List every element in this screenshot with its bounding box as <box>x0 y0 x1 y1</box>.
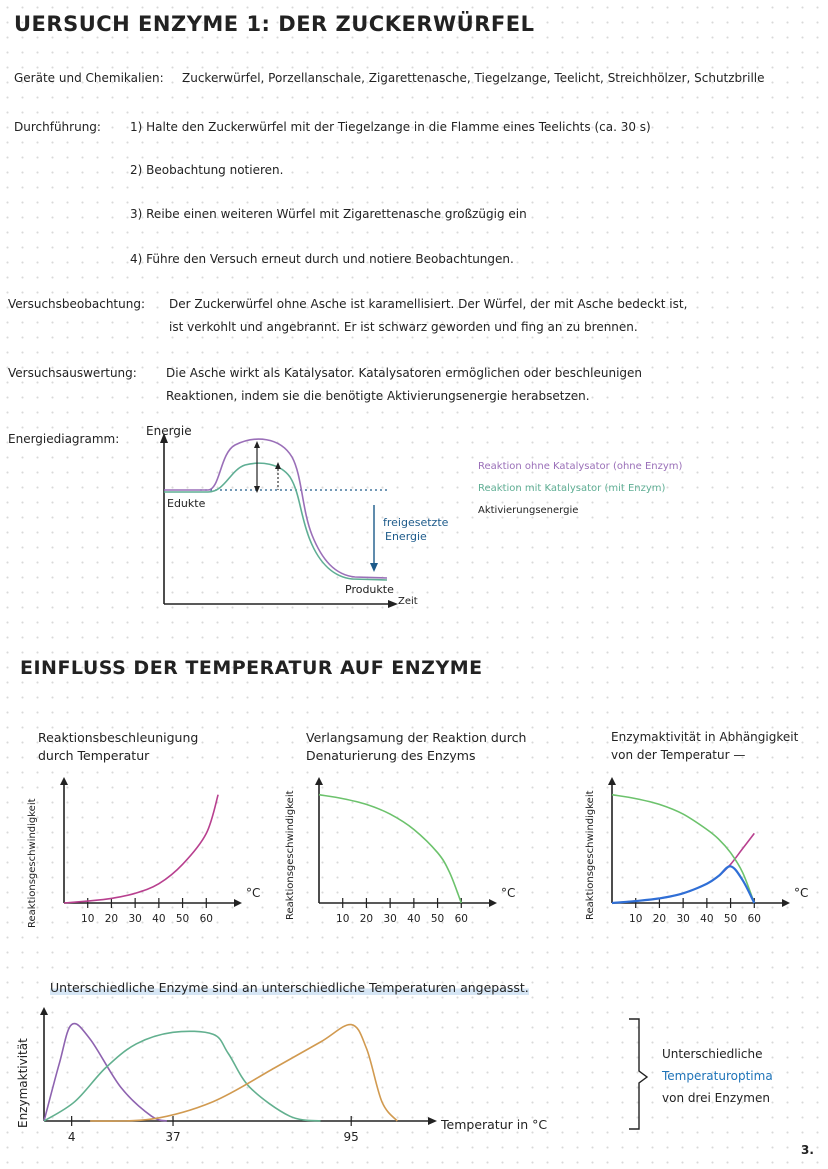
chart2-y-label: Reaktionsgeschwindigkeit <box>285 790 296 920</box>
procedure-step: 1) Halte den Zuckerwürfel mit der Tiegelzange in die Flamme eines Teelichts (ca. 30 s) <box>130 120 651 134</box>
legend-with: Reaktion mit Katalysator (mit Enzym) <box>478 483 666 494</box>
chart3-title: von der Temperatur — <box>611 748 746 762</box>
brace-note: Temperaturoptima <box>662 1069 773 1083</box>
chart3-tick-label: 10 <box>629 913 643 925</box>
materials-text: Zuckerwürfel, Porzellanschale, Zigarettenasche, Tiegelzange, Teelicht, Streichhölzer, Schutzbrille <box>182 71 765 85</box>
chart3-tick-label: 50 <box>723 913 738 925</box>
legend-without: Reaktion ohne Katalysator (ohne Enzym) <box>478 461 683 472</box>
chart1-tick-label: 60 <box>199 913 213 925</box>
chart2-series-line <box>319 795 461 903</box>
procedure-step: 4) Führe den Versuch erneut durch und notiere Beobachtungen. <box>130 252 514 266</box>
chart1-tick-label: 50 <box>175 913 190 925</box>
chart2-y-arrow <box>315 777 323 785</box>
chart1-y-arrow <box>60 777 68 785</box>
chart2-tick-label: 10 <box>336 913 350 925</box>
bottom-chart <box>30 1005 440 1165</box>
bottom-series-line <box>90 1025 397 1122</box>
released-energy-label: freigesetzte <box>383 516 449 529</box>
observation-label: Versuchsbeobachtung: <box>8 297 145 311</box>
brace-note: Unterschiedliche <box>662 1047 763 1061</box>
chart1-x-arrow <box>234 899 242 907</box>
bottom-tick-label: 4 <box>67 1130 76 1144</box>
chart2-tick-label: 60 <box>454 913 468 925</box>
energy-diagram <box>140 415 470 615</box>
chart1-title: Reaktionsbeschleunigung <box>38 730 199 745</box>
chart3-y-label: Reaktionsgeschwindigkeit <box>585 790 596 920</box>
products-label: Produkte <box>345 583 394 596</box>
chart1 <box>50 775 260 935</box>
chart2-title: Denaturierung des Enzyms <box>306 748 476 763</box>
chart2 <box>305 775 515 935</box>
evaluation-line: Reaktionen, indem sie die benötigte Aktivierungsenergie herabsetzen. <box>166 389 590 403</box>
page-number: 3. <box>801 1143 814 1157</box>
chart2-tick-label: 50 <box>430 913 445 925</box>
curve-with-catalyst <box>164 463 387 580</box>
section-title: EINFLUSS DER TEMPERATUR AUF ENZYME <box>20 657 483 679</box>
chart3-series-line <box>612 866 754 903</box>
procedure-label: Durchführung: <box>14 120 101 134</box>
bottom-series-line <box>44 1031 321 1121</box>
chart1-unit-label: °C <box>246 886 260 900</box>
observation-line: ist verkohlt und angebrannt. Er ist schwarz geworden und fing an zu brennen. <box>169 320 638 334</box>
bottom-caption: Unterschiedliche Enzyme sind an unterschiedliche Temperaturen angepasst. <box>50 980 529 995</box>
bottom-x-label: Temperatur in °C <box>441 1117 548 1132</box>
chart3-x-arrow <box>782 899 790 907</box>
legend-activation: Aktivierungsenergie <box>478 505 579 516</box>
chart1-series-line <box>64 795 218 903</box>
chart1-title: durch Temperatur <box>38 748 150 763</box>
chart1-tick-label: 40 <box>152 913 166 925</box>
evaluation-line: Die Asche wirkt als Katalysator. Katalysatoren ermöglichen oder beschleunigen <box>166 366 643 380</box>
procedure-step: 2) Beobachtung notieren. <box>130 163 284 177</box>
chart1-tick-label: 10 <box>81 913 95 925</box>
observation-line: Der Zuckerwürfel ohne Asche ist karamellisiert. Der Würfel, der mit Asche bedeckt ist, <box>169 297 688 311</box>
chart3-tick-label: 20 <box>652 913 667 925</box>
chart3-tick-label: 40 <box>700 913 714 925</box>
materials-label: Geräte und Chemikalien: <box>14 71 164 85</box>
bottom-tick-label: 37 <box>165 1130 181 1144</box>
energy-x-arrow <box>388 600 398 608</box>
energy-diagram-label: Energiediagramm: <box>8 432 120 446</box>
chart3-unit-label: °C <box>794 886 808 900</box>
chart2-tick-label: 40 <box>407 913 421 925</box>
energy-x-label: Zeit <box>398 596 418 607</box>
chart3-tick-label: 60 <box>747 913 761 925</box>
bottom-y-label: Enzymaktivität <box>16 1038 30 1128</box>
chart2-x-arrow <box>489 899 497 907</box>
educts-label: Edukte <box>167 497 206 510</box>
released-energy-label: Energie <box>385 530 427 543</box>
energy-y-label: Energie <box>146 424 192 438</box>
chart2-tick-label: 30 <box>383 913 397 925</box>
chart3 <box>598 775 808 935</box>
chart1-tick-label: 20 <box>104 913 119 925</box>
brace-note: von drei Enzymen <box>662 1091 770 1105</box>
chart2-tick-label: 20 <box>359 913 374 925</box>
bottom-x-arrow <box>428 1117 437 1125</box>
bottom-y-arrow <box>40 1007 48 1015</box>
bottom-tick-label: 95 <box>343 1130 359 1144</box>
chart1-tick-label: 30 <box>128 913 142 925</box>
chart2-title: Verlangsamung der Reaktion durch <box>306 730 527 745</box>
chart1-y-label: Reaktionsgeschwindigkeit <box>27 798 38 928</box>
chart3-title: Enzymaktivität in Abhängigkeit <box>611 730 799 744</box>
brace <box>625 1015 665 1133</box>
chart3-tick-label: 30 <box>676 913 690 925</box>
page-title: UERSUCH ENZYME 1: DER ZUCKERWÜRFEL <box>14 12 535 36</box>
procedure-step: 3) Reibe einen weiteren Würfel mit Zigarettenasche großzügig ein <box>130 207 527 221</box>
chart3-series-line <box>612 795 754 903</box>
chart3-y-arrow <box>608 777 616 785</box>
chart2-unit-label: °C <box>501 886 515 900</box>
evaluation-label: Versuchsauswertung: <box>8 366 137 380</box>
